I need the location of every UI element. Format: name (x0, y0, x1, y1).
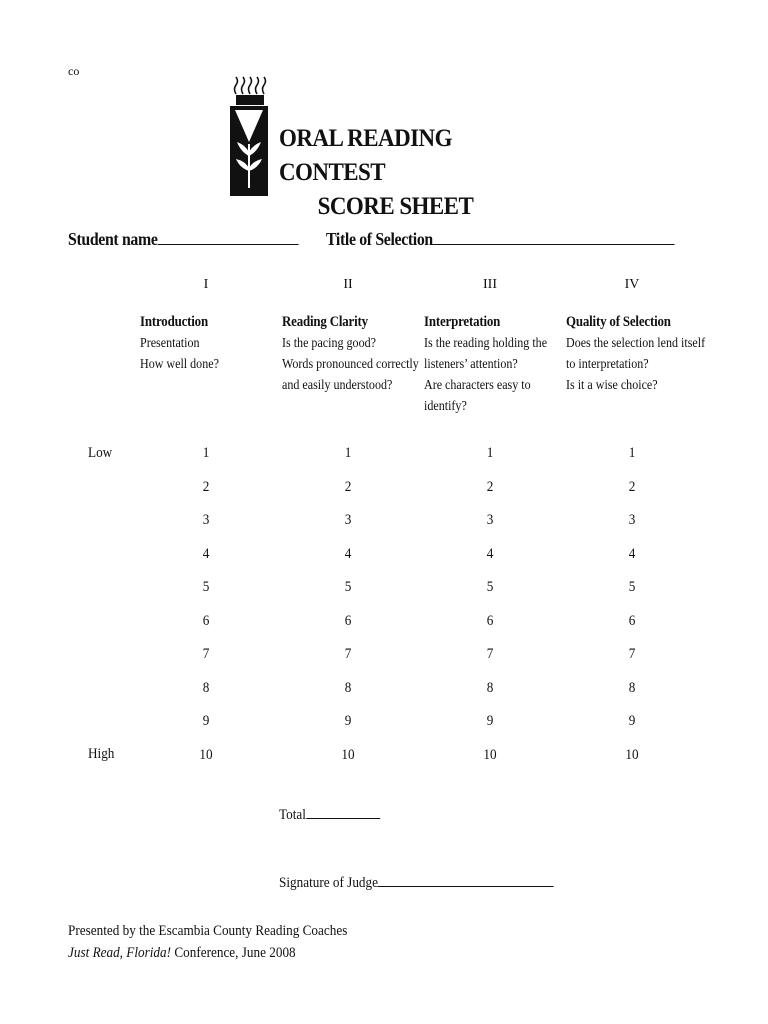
score-option[interactable]: 9 (202, 713, 210, 729)
score-option[interactable]: 6 (344, 612, 352, 629)
column-roman-4: IV (624, 277, 640, 292)
criterion-heading: Quality of Selection (566, 314, 671, 330)
score-option[interactable]: 1 (202, 445, 210, 461)
score-option[interactable]: 6 (628, 612, 636, 629)
criterion-line: Is the reading holding the (424, 336, 548, 351)
title-selection-blank[interactable] (433, 228, 675, 245)
footer-line-2 (68, 942, 347, 964)
footer-conference-name: Just Read, Florida! (68, 945, 172, 961)
criterion-interpretation (424, 312, 553, 417)
footer-conference-date: Conference, June 2008 (171, 945, 296, 961)
page-title (279, 122, 518, 224)
criterion-line: Words pronounced correctly (282, 357, 419, 372)
score-option[interactable]: 5 (486, 579, 494, 595)
score-option[interactable]: 4 (628, 545, 636, 562)
criterion-line: to interpretation? (566, 357, 649, 372)
score-option[interactable]: 1 (486, 445, 494, 461)
score-option[interactable]: 10 (483, 746, 497, 763)
criterion-heading: Introduction (140, 314, 208, 330)
criterion-heading: Reading Clarity (282, 314, 368, 330)
total-label: Total (279, 807, 306, 823)
score-option[interactable]: 7 (628, 646, 636, 662)
criterion-line: Does the selection lend itself (566, 336, 706, 351)
title-selection-field[interactable] (326, 228, 675, 250)
criterion-line: and easily understood? (282, 378, 393, 393)
score-option[interactable]: 3 (202, 512, 210, 528)
criterion-introduction (140, 312, 269, 375)
signature-blank[interactable] (378, 872, 554, 887)
criterion-line: Is the pacing good? (282, 336, 376, 351)
criterion-line: identify? (424, 399, 467, 414)
score-option[interactable]: 2 (202, 478, 210, 495)
criterion-heading: Interpretation (424, 314, 501, 330)
score-option[interactable]: 7 (344, 646, 352, 662)
criterion-line: How well done? (140, 357, 219, 372)
score-option[interactable]: 10 (199, 746, 213, 763)
score-option[interactable]: 10 (625, 746, 639, 763)
score-option[interactable]: 2 (344, 478, 352, 495)
criterion-line: Presentation (140, 336, 200, 351)
score-option[interactable]: 8 (628, 679, 636, 696)
total-blank[interactable] (306, 804, 380, 819)
score-option[interactable]: 8 (344, 679, 352, 696)
criterion-line: Is it a wise choice? (566, 378, 658, 393)
score-option[interactable]: 9 (628, 713, 636, 729)
score-option[interactable]: 6 (486, 612, 494, 629)
student-name-blank[interactable] (158, 228, 299, 245)
score-option[interactable]: 7 (486, 646, 494, 662)
criterion-line: Are characters easy to (424, 378, 531, 393)
title-selection-label: Title of Selection (326, 229, 433, 249)
contest-logo-icon (228, 76, 274, 196)
score-option[interactable]: 2 (486, 478, 494, 495)
column-roman-3: III (483, 277, 497, 292)
score-option[interactable]: 4 (344, 545, 352, 562)
corner-mark: co (68, 64, 80, 78)
footer-line-1: Presented by the Escambia County Reading Coaches (68, 923, 348, 939)
footer (68, 920, 347, 964)
score-option[interactable]: 10 (341, 746, 355, 763)
score-option[interactable]: 3 (628, 512, 636, 528)
score-option[interactable]: 4 (202, 545, 210, 562)
student-name-field[interactable] (68, 228, 298, 250)
score-option[interactable]: 4 (486, 545, 494, 562)
score-option[interactable]: 8 (486, 679, 494, 696)
criterion-quality-of-selection (566, 312, 706, 396)
score-option[interactable]: 2 (628, 478, 636, 495)
total-field[interactable] (279, 804, 380, 824)
score-option[interactable]: 3 (344, 512, 352, 528)
score-option[interactable]: 3 (486, 512, 494, 528)
score-option[interactable]: 5 (628, 579, 636, 595)
score-option[interactable]: 9 (344, 713, 352, 729)
score-option[interactable]: 9 (486, 713, 494, 729)
judge-signature-field[interactable] (279, 872, 554, 892)
score-option[interactable]: 7 (202, 646, 210, 662)
scale-low-label: Low (88, 445, 113, 461)
score-option[interactable]: 5 (202, 579, 210, 595)
criterion-line: listeners’ attention? (424, 357, 518, 372)
column-roman-1: I (203, 277, 209, 292)
title-line-2: SCORE SHEET (317, 193, 474, 220)
student-name-label: Student name (68, 229, 158, 249)
column-roman-2: II (343, 277, 353, 292)
score-option[interactable]: 1 (344, 445, 352, 461)
score-option[interactable]: 5 (344, 579, 352, 595)
title-line-1: ORAL READING CONTEST (279, 125, 452, 186)
score-option[interactable]: 6 (202, 612, 210, 629)
signature-label: Signature of Judge (279, 875, 378, 891)
scale-high-label: High (88, 746, 115, 762)
score-option[interactable]: 1 (628, 445, 636, 461)
score-option[interactable]: 8 (202, 679, 210, 696)
criterion-reading-clarity (282, 312, 419, 396)
